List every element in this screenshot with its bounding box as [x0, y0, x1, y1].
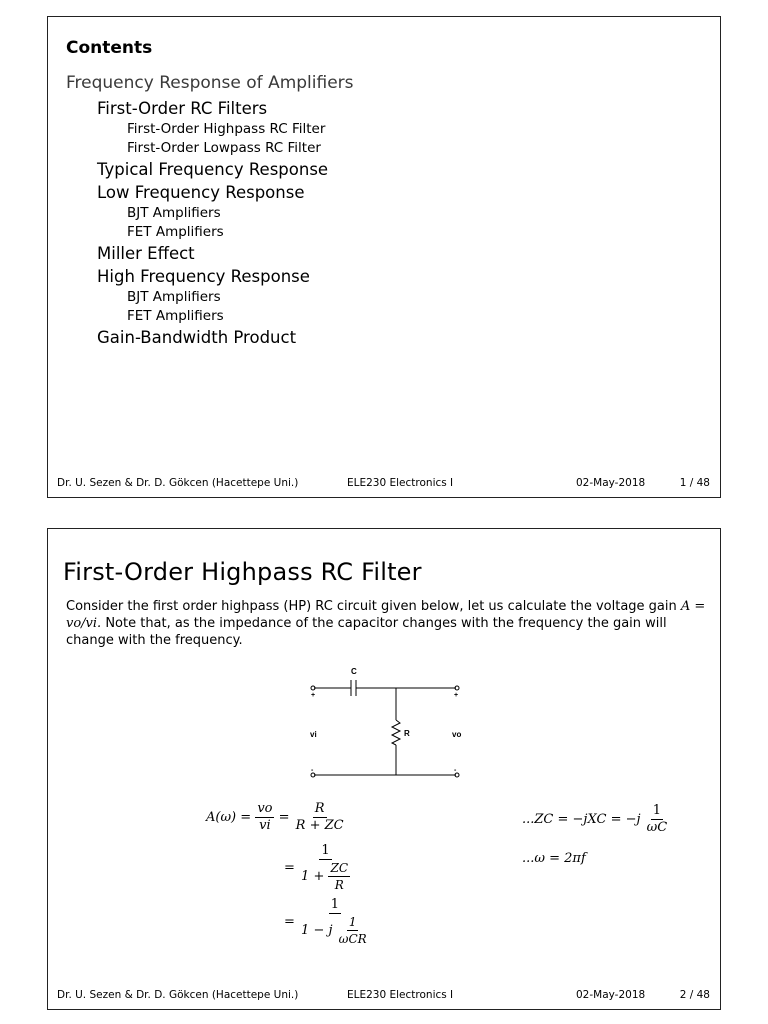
slide-highpass-filter	[47, 528, 721, 1010]
r-over-r-plus-zc-fraction: $\frac{R}{R + ZC}$	[295, 801, 344, 833]
equation-line-3: = 1 1 − j $\frac{1}{\text{ωCR}}$	[284, 897, 367, 946]
footer-page-number: 1 / 48	[679, 477, 710, 489]
footer-authors: Dr. U. Sezen & Dr. D. Gökcen (Hacettepe Uni.)	[57, 989, 299, 1001]
svg-text:-: -	[454, 767, 457, 774]
slide-body-text	[66, 598, 706, 649]
slide-footer	[48, 989, 720, 1003]
omega-note: ...ω = 2πf	[522, 851, 586, 866]
toc-section[interactable]: Frequency Response of Amplifiers	[66, 73, 354, 93]
footer-course: ELE230 Electronics I	[347, 477, 454, 489]
svg-text:+: +	[311, 692, 316, 699]
rc-circuit-diagram	[306, 665, 466, 783]
resistor-label: R	[404, 729, 410, 738]
body-text-part1: Consider the first order highpass (HP) RC circuit given below, let us calculate the voltage gain	[66, 599, 677, 614]
svg-text:-: -	[311, 767, 314, 774]
output-voltage-label: vo	[452, 730, 462, 739]
contents-title: Contents	[66, 38, 153, 58]
input-voltage-label: vi	[310, 730, 317, 739]
toc-subsection[interactable]: Gain-Bandwidth Product	[97, 328, 297, 347]
toc-subsubsection[interactable]: BJT Amplifiers	[127, 205, 221, 221]
toc-subsubsection[interactable]: FET Amplifiers	[127, 308, 224, 324]
toc-subsection[interactable]: Low Frequency Response	[97, 183, 305, 202]
slide-title: First-Order Highpass RC Filter	[63, 558, 422, 586]
equation-line-1: A(ω) = $\frac{vo}{vi}$ = $\frac{R}{R + ZC}$	[206, 801, 344, 833]
equation-line-2: = 1 1 + $\frac{ZC}{R}$	[284, 843, 349, 892]
vo-over-vi-fraction: $\frac{vo}{vi}$	[257, 801, 273, 833]
slide-footer	[48, 477, 720, 491]
toc-subsubsection[interactable]: BJT Amplifiers	[127, 289, 221, 305]
toc-subsection[interactable]: Typical Frequency Response	[97, 160, 329, 179]
capacitor-label: C	[351, 667, 357, 676]
footer-course: ELE230 Electronics I	[347, 989, 454, 1001]
toc-subsection[interactable]: High Frequency Response	[97, 267, 310, 286]
toc-subsection[interactable]: Miller Effect	[97, 244, 195, 263]
toc-subsubsection[interactable]: First-Order Highpass RC Filter	[127, 121, 326, 137]
table-of-contents	[66, 73, 354, 350]
footer-authors: Dr. U. Sezen & Dr. D. Gökcen (Hacettepe Uni.)	[57, 477, 299, 489]
footer-date: 02-May-2018	[576, 989, 646, 1001]
toc-subsection[interactable]: First-Order RC Filters	[97, 99, 268, 118]
toc-subsubsection[interactable]: First-Order Lowpass RC Filter	[127, 140, 321, 156]
toc-subsubsection[interactable]: FET Amplifiers	[127, 224, 224, 240]
gain-definition: A = vo/vi.	[66, 599, 706, 631]
footer-date: 02-May-2018	[576, 477, 646, 489]
footer-page-number: 2 / 48	[679, 989, 710, 1001]
body-text-part2: Note that, as the impedance of the capacitor changes with the frequency the gain will change with the frequency.	[66, 616, 667, 648]
slide-contents	[47, 16, 721, 498]
impedance-note: ...ZC = −jXC = −j $\frac{1}{\omega C}$	[522, 803, 668, 835]
svg-text:+: +	[454, 692, 459, 699]
